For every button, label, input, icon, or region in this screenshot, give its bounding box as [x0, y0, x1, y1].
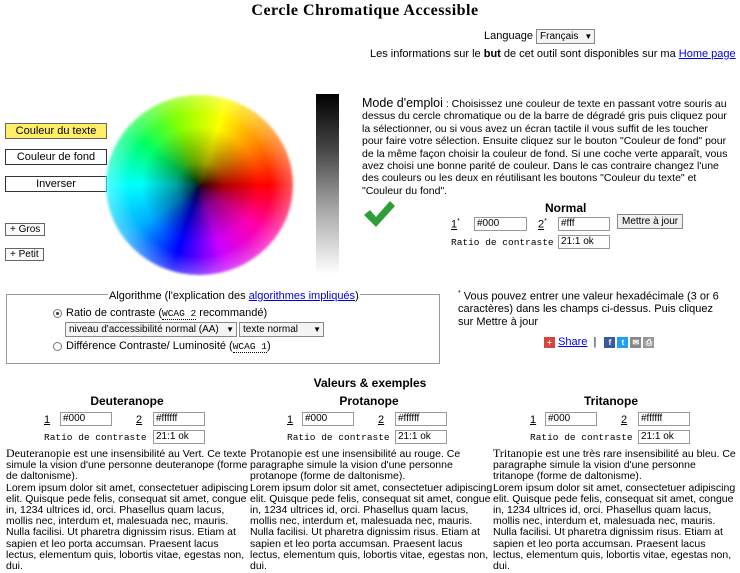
check-icon [362, 198, 396, 230]
deuteranope-ratio-value: 21:1 ok [153, 430, 205, 444]
text-size-select[interactable]: texte normal ▼ [239, 322, 324, 337]
deuteranope-ratio-label: Ratio de contraste [44, 432, 147, 443]
tritanope-ratio-value: 21:1 ok [638, 430, 690, 444]
luminosity-option: Différence Contraste/ Luminosité (WCAG 1) [66, 340, 271, 352]
tritanope-color1-input[interactable]: #000 [545, 412, 597, 426]
grayscale-bar[interactable] [316, 94, 339, 274]
level-select[interactable]: niveau d'accessibilité normal (AA) ▼ [65, 322, 237, 337]
instructions-body: : Choisissez une couleur de texte en passant votre souris au dessus du cercle chromatique ou de la barre de dégradé gris puis cliquez pour la sélectionner, ou si vous avez un écran tactile il vous suffit de les toucher pour faire votre sélection. Ensuite cliquez sur le bouton "Couleur de fond" pour de la même façon choisir la couleur de fond. Si une coche verte apparaît, vous avez choisi une bonne parité de couleur. Dans le cas contraire changez l'une des couleurs ou les deux en réutilisant les boutons "Couleur du texte" et "Couleur du fond". [362, 98, 728, 197]
deuteranope-sample: Deuteranopie est une insensibilité au Vert. Ce texte simule la vision d'une personne deuteranope (forme de daltonisme). Lorem ipsum dolor sit amet, consectetuer adipiscing elit. Quisque pede felis, consequat sit amet, congue in, 1234 ultrices id, orci. Phasellus quam lacus, mollis nec, interdum et, malesuada nec, mauris. Nulla facilisi. Ut pharetra dignissim risus. Etiam at sapien et leo porta accumsan. Praesent lacus lectus, elementum quis, lobortis vitae, egestas non, dui. [6, 446, 249, 573]
contrast-ratio-radio[interactable] [53, 309, 62, 318]
protanope-sample: Protanopie est une insensibilité au rouge. Ce paragraphe simule la vision d'une personne protanope (forme de daltonisme). Lorem ipsum dolor sit amet, consectetuer adipiscing elit. Quisque pede felis, consequat sit amet, congue in, 1234 ultrices id, orci. Phasellus quam lacus, mollis nec, interdum et, malesuada nec, mauris. Nulla facilisi. Ut pharetra dignissim risus. Etiam at sapien et leo porta accumsan. Praesent lacus lectus, elementum quis, lobortis vitae, egestas non, dui. [250, 446, 493, 573]
plus-icon[interactable]: + [544, 337, 555, 348]
color-wheel[interactable] [106, 95, 293, 275]
language-row [484, 29, 595, 44]
background-color-button[interactable]: Couleur de fond [5, 149, 107, 165]
deuteranope-title: Deuteranope [90, 394, 164, 408]
twitter-icon[interactable]: t [617, 337, 628, 348]
instructions-heading: Mode d'emploi [362, 96, 443, 110]
info-line: Les informations sur le but de cet outil sont disponibles sur ma Home page [370, 48, 736, 60]
chevron-down-icon: ▼ [226, 325, 234, 334]
tritanope-color2-input[interactable]: #ffffff [638, 412, 690, 426]
normal-color1-input[interactable]: #000 [474, 217, 527, 231]
tritanope-title: Tritanope [583, 394, 638, 408]
language-label: Language [484, 30, 533, 42]
algorithm-legend: Algorithme (l'explication des algorithmes impliqués) [109, 290, 359, 302]
chevron-down-icon: ▼ [313, 325, 321, 334]
facebook-icon[interactable]: f [604, 337, 615, 348]
normal-color2-label: 2* [538, 218, 547, 231]
tritanope-sample: Tritanopie est une très rare insensibilité au bleu. Ce paragraphe simule la vision d'une personne tritanope (forme de daltonisme). Lorem ipsum dolor sit amet, consectetuer adipiscing elit. Quisque pede felis, consequat sit amet, congue in, 1234 ultrices id, orci. Phasellus quam lacus, mollis nec, interdum et, malesuada nec, mauris. Nulla facilisi. Ut pharetra dignissim risus. Etiam at sapien et leo porta accumsan. Praesent lacus lectus, elementum quis, lobortis vitae, egestas non, dui. [493, 446, 736, 573]
chevron-down-icon: ▼ [584, 32, 593, 41]
normal-color1-label: 1* [451, 218, 460, 231]
bigger-button[interactable]: + Gros [5, 223, 45, 236]
protanope-color1-input[interactable]: #000 [302, 412, 354, 426]
normal-title: Normal [545, 201, 587, 215]
tritanope-label1: 1 [530, 414, 537, 426]
protanope-ratio-value: 21:1 ok [395, 430, 447, 444]
algorithms-link[interactable]: algorithmes impliqués [248, 290, 356, 302]
normal-ratio-value: 21:1 ok [558, 235, 610, 249]
normal-ratio-label: Ratio de contraste [451, 237, 554, 248]
print-icon[interactable]: ⎙ [643, 337, 654, 348]
text-color-button[interactable]: Couleur du texte [5, 123, 107, 139]
protanope-label1: 1 [287, 414, 294, 426]
luminosity-radio[interactable] [53, 342, 62, 351]
instructions [362, 97, 730, 197]
share-link[interactable]: Share [558, 336, 588, 348]
deuteranope-color2-input[interactable]: #ffffff [153, 412, 205, 426]
normal-color2-input[interactable]: #fff [558, 217, 610, 231]
hex-note: * Vous pouvez entrer une valeur hexadécimale (3 or 6 caractères) dans les champs ci-dessus. Puis cliquez sur Mettre à jour [458, 290, 719, 328]
deuteranope-label2: 2 [136, 414, 143, 426]
share-bar: + Share | f t ✉ ⎙ [542, 336, 654, 348]
update-button[interactable]: Mettre à jour [617, 214, 683, 229]
tritanope-ratio-label: Ratio de contraste [530, 432, 633, 443]
language-select[interactable]: Français ▼ [536, 29, 595, 44]
tritanope-label2: 2 [621, 414, 628, 426]
page-title: Cercle Chromatique Accessible [251, 2, 479, 19]
invert-button[interactable]: Inverser [5, 176, 107, 192]
protanope-ratio-label: Ratio de contraste [287, 432, 390, 443]
deuteranope-label1: 1 [44, 414, 51, 426]
email-icon[interactable]: ✉ [630, 337, 641, 348]
home-page-link[interactable]: Home page [678, 48, 736, 60]
protanope-title: Protanope [339, 394, 399, 408]
smaller-button[interactable]: + Petit [5, 248, 44, 261]
values-section-title: Valeurs & exemples [313, 376, 427, 390]
contrast-ratio-option: Ratio de contraste (WCAG 2 recommandé) [66, 307, 268, 319]
protanope-color2-input[interactable]: #ffffff [395, 412, 447, 426]
protanope-label2: 2 [378, 414, 385, 426]
deuteranope-color1-input[interactable]: #000 [60, 412, 112, 426]
